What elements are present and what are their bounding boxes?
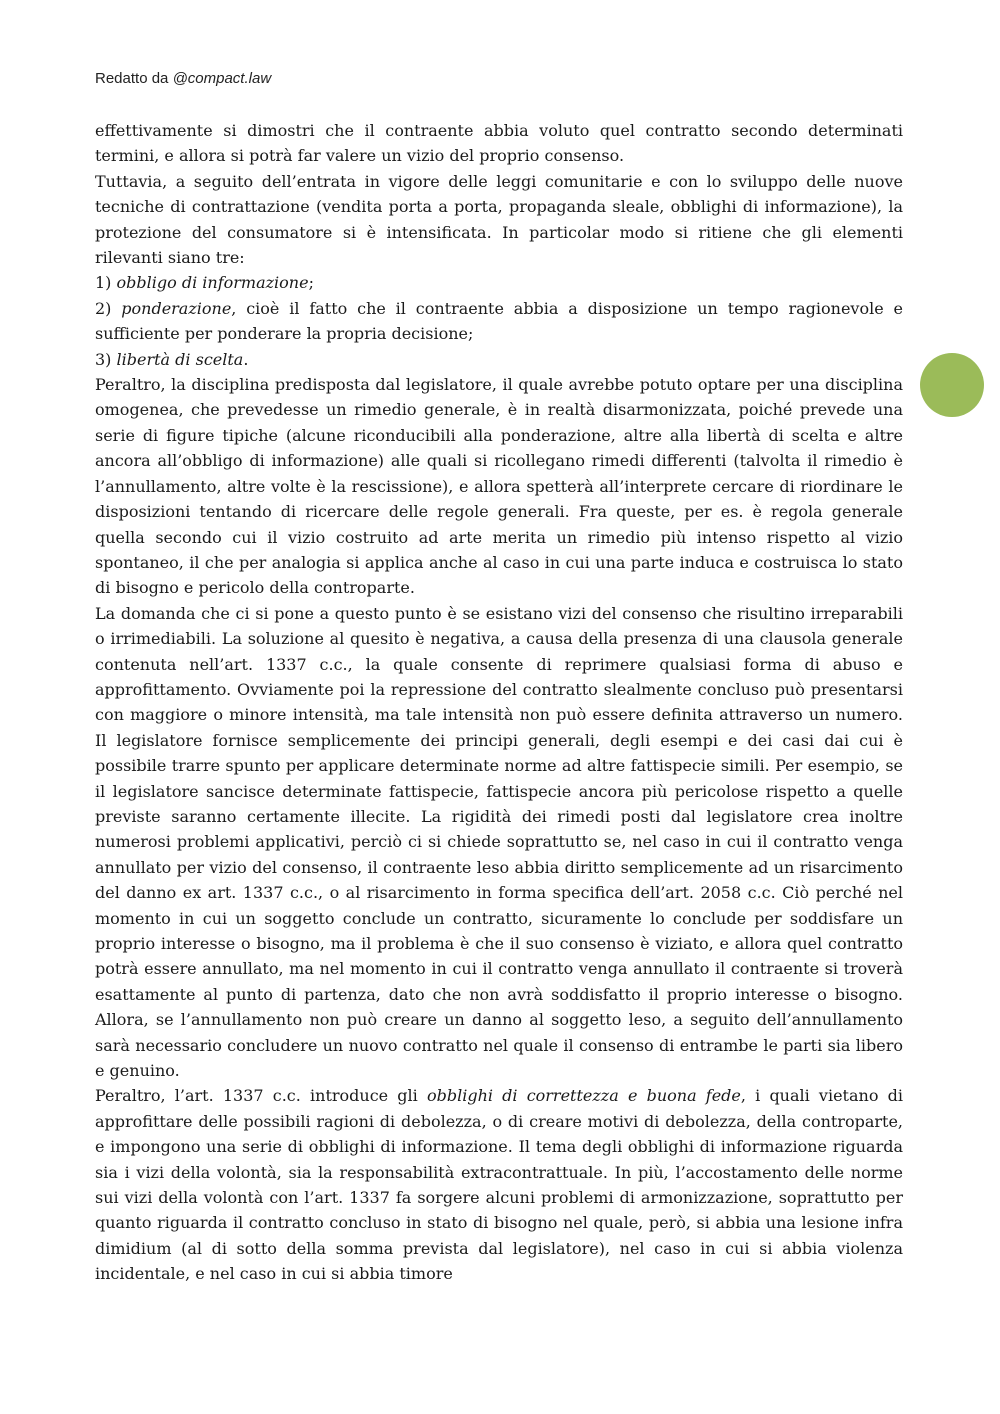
paragraph-art-1337-term: obblighi di correttezza e buona fede — [426, 1086, 741, 1106]
list-item-3 — [95, 347, 903, 372]
paragraph-art-1337-end: , i quali vietano di approfittare delle possibili ragioni di debolezza, o di creare motivi di debolezza, della controparte, e impongono una serie di obblighi di informazione. Il tema degli obblighi di informazione riguarda sia i vizi della volontà, sia la responsabilità extracontrattuale. In più, l’accostamento delle norme sui vizi della volontà con l’art. 1337 fa sorgere alcuni problemi di armonizzazione, soprattutto per quanto riguarda il contratto concluso in stato di bisogno nel quale, però, si abbia una lesione infra dimidium (al di sotto della somma prevista dal legislatore), nel caso in cui si abbia violenza incidentale, e nel caso in cui si abbia timore — [95, 1086, 903, 1284]
paragraph-vizi-irreparabili: La domanda che ci si pone a questo punto è se esistano vizi del consenso che risultino irreparabili o irrimediabili. La soluzione al quesito è negativa, a causa della presenza di una clausola generale contenuta nell’art. 1337 c.c., la quale consente di reprimere qualsiasi forma di abuso e approfittamento. Ovviamente poi la repressione del contratto slealmente concluso può presentarsi con maggiore o minore intensità, ma tale intensità non può essere definita attraverso un numero. Il legislatore fornisce semplicemente dei principi generali, degli esempi e dei casi dai cui è possibile trarre spunto per applicare determinate norme ad altre fattispecie simili. Per esempio, se il legislatore sancisce determinate fattispecie, fattispecie ancora più pericolose rispetto a quelle previste saranno certamente illecite. La rigidità dei rimedi posti dal legislatore crea inoltre numerosi problemi applicativi, perciò ci si chiede soprattutto se, nel caso in cui il contratto venga annullato per vizio del consenso, il contraente leso abbia diritto semplicemente ad un risarcimento del danno ex art. 1337 c.c., o al risarcimento in forma specifica dell’art. 2058 c.c. Ciò perché nel momento in cui un soggetto conclude un contratto, sicuramente lo conclude per soddisfare un proprio interesse o bisogno, ma il problema è che il suo consenso è viziato, e allora quel contratto potrà essere annullato, ma nel momento in cui il contratto venga annullato il contraente si troverà esattamente al punto di partenza, dato che non avrà soddisfatto il proprio interesse o bisogno. Allora, se l’annullamento non può creare un danno al soggetto leso, a seguito dell’annullamento sarà necessario concludere un nuovo contratto nel quale il consenso di entrambe le parti sia libero e genuino. — [95, 603, 903, 1081]
paragraph-disciplina: Peraltro, la disciplina predisposta dal legislatore, il quale avrebbe potuto optare per una disciplina omogenea, che prevedesse un rimedio generale, è in realtà disarmonizzata, poiché prevede una serie di figure tipiche (alcune riconducibili alla ponderazione, altre alla libertà di scelta e altre ancora all’obbligo di informazione) alle quali si ricollegano rimedi differenti (talvolta il rimedio è l’annullamento, altre volte è la rescissione), e allora spetterà all’interprete cercare di riordinare le disposizioni tentando di ricercare delle regole generali. Fra queste, per es. è regola generale quella secondo cui il vizio costruito ad arte merita un rimedio più intenso rispetto al vizio spontaneo, il che per analogia si applica anche al caso in cui una parte induca e costruisca lo stato di bisogno e pericolo della controparte. — [95, 375, 903, 598]
list-item-2-number: 2) — [95, 298, 122, 318]
list-item-2 — [95, 296, 903, 347]
paragraph-art-1337-start: Peraltro, l’art. 1337 c.c. introduce gli — [95, 1086, 427, 1106]
list-item-1 — [95, 270, 903, 295]
side-marker-dot — [920, 353, 984, 417]
list-item-1-term: obbligo di informazione — [116, 273, 309, 293]
paragraph-continuation: effettivamente si dimostri che il contraente abbia voluto quel contratto secondo determinati termini, e allora si potrà far valere un vizio del proprio consenso. — [95, 121, 903, 166]
list-item-2-term: ponderazione — [121, 298, 232, 318]
list-item-1-rest: ; — [308, 273, 314, 293]
list-item-1-number: 1) — [95, 273, 117, 293]
header-prefix: Redatto da — [95, 70, 173, 87]
list-item-3-number: 3) — [95, 349, 117, 369]
paragraph-consumer-protection: Tuttavia, a seguito dell’entrata in vigore delle leggi comunitarie e con lo sviluppo delle nuove tecniche di contrattazione (vendita porta a porta, propaganda sleale, obblighi di informazione), la protezione del consumatore si è intensificata. In particolar modo si ritiene che gli elementi rilevanti siano tre: — [95, 171, 903, 268]
document-body — [95, 118, 903, 1287]
list-item-3-term: libertà di scelta — [116, 349, 244, 369]
paragraph-art-1337 — [95, 1083, 903, 1286]
list-item-2-rest: , cioè il fatto che il contraente abbia a disposizione un tempo ragionevole e sufficiente per ponderare la propria decisione; — [95, 298, 903, 344]
header-handle: @compact.law — [172, 70, 272, 87]
list-item-3-rest: . — [243, 349, 249, 369]
page-header — [95, 70, 271, 87]
